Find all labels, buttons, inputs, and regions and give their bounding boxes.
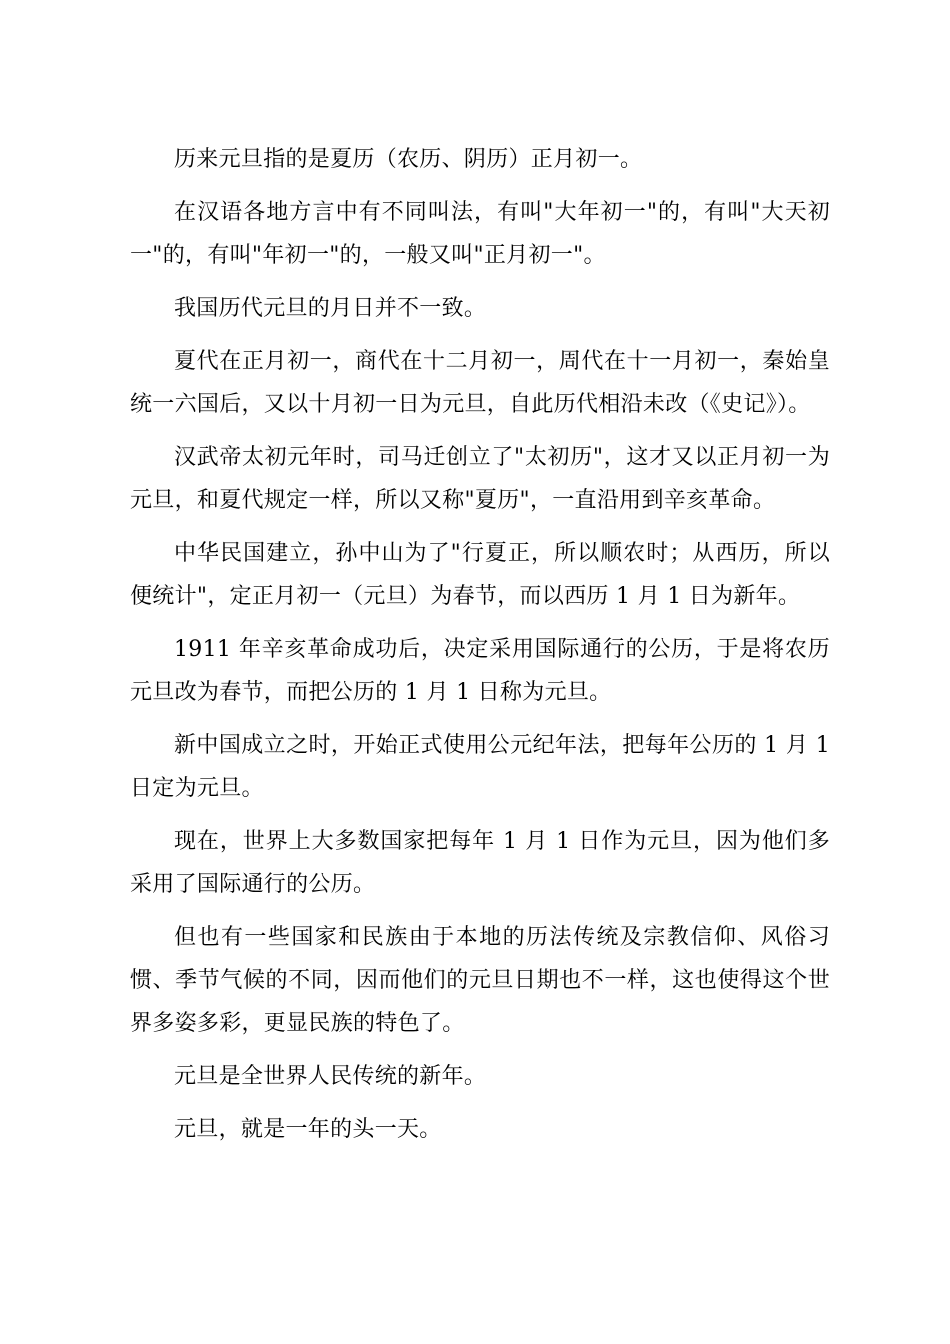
paragraph: 元旦，就是一年的头一天。 (174, 1117, 442, 1142)
paragraph: 1911 年辛亥革命成功后，决定采用国际通行的公历，于是将农历元旦改为春节，而把公历的 1 月 1 日称为元旦。 (130, 637, 830, 705)
paragraph: 历来元旦指的是夏历（农历、阴历）正月初一。 (174, 147, 643, 172)
document-body (130, 138, 830, 1151)
paragraph: 但也有一些国家和民族由于本地的历法传统及宗教信仰、风俗习惯、季节气候的不同，因而他们的元旦日期也不一样，这也使得这个世界多姿多彩，更显民族的特色了。 (130, 925, 830, 1036)
paragraph: 在汉语各地方言中有不同叫法，有叫"大年初一"的，有叫"大天初一"的，有叫"年初一"的，一般又叫"正月初一"。 (130, 200, 830, 268)
paragraph: 夏代在正月初一，商代在十二月初一，周代在十一月初一，秦始皇统一六国后，又以十月初一日为元旦，自此历代相沿未改（《史记》）。 (130, 349, 830, 417)
paragraph: 元旦是全世界人民传统的新年。 (174, 1064, 487, 1089)
paragraph: 汉武帝太初元年时，司马迁创立了"太初历"，这才又以正月初一为元旦，和夏代规定一样，所以又称"夏历"，一直沿用到辛亥革命。 (130, 445, 830, 513)
paragraph: 现在，世界上大多数国家把每年 1 月 1 日作为元旦，因为他们多采用了国际通行的公历。 (130, 829, 830, 897)
paragraph: 我国历代元旦的月日并不一致。 (174, 296, 487, 321)
paragraph: 中华民国建立，孙中山为了"行夏正，所以顺农时；从西历，所以便统计"，定正月初一（元旦）为春节，而以西历 1 月 1 日为新年。 (130, 541, 830, 609)
paragraph: 新中国成立之时，开始正式使用公元纪年法，把每年公历的 1 月 1 日定为元旦。 (130, 733, 830, 801)
